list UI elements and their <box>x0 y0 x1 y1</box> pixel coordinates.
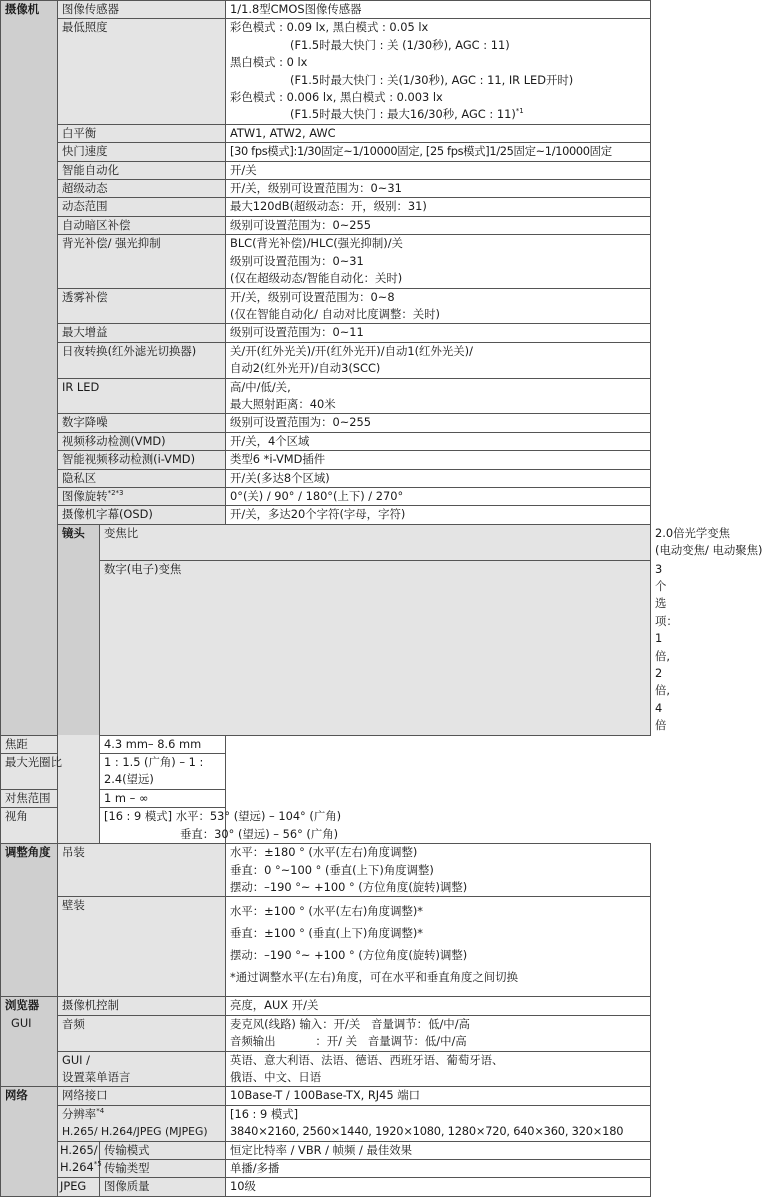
value-res <box>226 1105 651 1141</box>
section-browser-line1: 浏览器 <box>5 998 40 1013</box>
min-illum-line: 黑白模式 : 0 lx <box>230 55 308 70</box>
value-blc <box>226 235 651 288</box>
label-rotate <box>58 487 226 505</box>
section-camera: 摄像机 <box>1 1 58 736</box>
value-osd: 开/关，多达20个字符(字母，字符) <box>226 506 651 524</box>
label-aperture: 最大光圈比 <box>1 754 100 790</box>
value-auto: 开/关 <box>226 161 651 179</box>
label-ceiling: 吊装 <box>58 844 226 897</box>
row-min-illum <box>1 19 651 124</box>
res-label-line: H.265/ H.264/JPEG (MJPEG) <box>62 1125 208 1139</box>
value-iface: 10Base-T / 100Base-TX, RJ45 端口 <box>226 1087 651 1105</box>
row-gain <box>1 324 651 342</box>
row-dnr <box>1 414 651 432</box>
label-dark: 自动暗区补偿 <box>58 216 226 234</box>
row-iface <box>1 1087 651 1105</box>
section-lens: 镜头 <box>58 524 100 843</box>
label-min-illum: 最低照度 <box>58 19 226 124</box>
wall-line: 摆动：–190 °~ +100 ° (方位角度(旋转)调整) <box>230 948 468 963</box>
label-drange: 动态范围 <box>58 198 226 216</box>
wall-line: *通过调整水平(左右)角度，可在水平和垂直角度之间切换 <box>230 970 518 985</box>
label-focal: 焦距 <box>1 735 100 753</box>
label-daynight: 日夜转换(红外滤光切换器) <box>58 342 226 378</box>
section-network: 网络 <box>1 1087 58 1196</box>
row-wall <box>1 897 651 997</box>
irled-line: 高/中/低/关, <box>230 379 291 394</box>
angle-line: [16 : 9 模式] 水平：53° (望远) – 104° (广角) <box>104 809 342 824</box>
row-jpeg <box>1 1178 651 1196</box>
label-dzoom: 数字(电子)变焦 <box>100 560 651 735</box>
value-vmd: 开/关，4个区域 <box>226 432 651 450</box>
value-superd: 开/关，级别可设置范围为：0~31 <box>226 180 651 198</box>
value-rotate: 0°(关) / 90° / 180°(上下) / 270° <box>226 487 651 505</box>
codec-text: H.264 <box>60 1159 94 1174</box>
value-privacy: 开/关(多达8个区域) <box>226 469 651 487</box>
blc-line: (仅在超级动态/智能自动化：关时) <box>230 271 403 286</box>
wall-line: 水平：±100 ° (水平(左右)角度调整)* <box>230 904 423 919</box>
value-dnr: 级别可设置范围为：0~255 <box>226 414 651 432</box>
lang-line: 俄语、中文、日语 <box>230 1069 322 1084</box>
label-ivmd: 智能视频移动检测(i-VMD) <box>58 451 226 469</box>
label-auto: 智能自动化 <box>58 161 226 179</box>
irled-line: 最大照射距离：40米 <box>230 396 336 411</box>
blc-line: 级别可设置范围为：0~31 <box>230 253 364 268</box>
value-shutter: [30 fps模式]:1/30固定~1/10000固定, [25 fps模式]1/25固定~1/10000固定 <box>226 143 651 161</box>
row-focus <box>1 789 651 807</box>
label-fog: 透雾补偿 <box>58 288 226 324</box>
label-focus: 对焦范围 <box>1 789 100 807</box>
row-res <box>1 1105 651 1141</box>
value-focus: 1 m – ∞ <box>100 789 226 807</box>
row-ceiling <box>1 844 651 897</box>
label-lang <box>58 1051 226 1087</box>
codec-jpeg-cell: JPEG <box>58 1178 100 1196</box>
row-privacy <box>1 469 651 487</box>
row-shutter <box>1 143 651 161</box>
min-illum-line: 彩色模式 : 0.006 lx, 黑白模式 : 0.003 lx <box>230 90 443 105</box>
section-adjust: 调整角度 <box>1 844 58 997</box>
value-wb: ATW1, ATW2, AWC <box>226 124 651 142</box>
footnote-mark: *5 <box>93 1159 102 1168</box>
row-lang <box>1 1051 651 1087</box>
value-lang <box>226 1051 651 1087</box>
value-audio <box>226 1015 651 1051</box>
label-gain: 最大增益 <box>58 324 226 342</box>
codec-h265-cell <box>58 1141 100 1178</box>
value-control: 亮度，AUX 开/关 <box>226 997 651 1015</box>
ceiling-line: 水平：±180 ° (水平(左右)角度调整) <box>230 845 418 860</box>
min-illum-line: (F1.5时最大快门 : 关(1/30秒), AGC : 11, IR LED开时) <box>290 72 574 87</box>
min-illum-text: (F1.5时最大快门 : 最大16/30秒, AGC : 11) <box>290 107 516 122</box>
value-jpeg: 10级 <box>226 1178 651 1196</box>
footnote-mark: *2*3 <box>107 488 124 497</box>
row-sensor <box>1 1 651 19</box>
label-wb: 白平衡 <box>58 124 226 142</box>
lang-line: 英语、意大利语、法语、德语、西班牙语、葡萄牙语、 <box>230 1052 504 1067</box>
row-auto <box>1 161 651 179</box>
label-control: 摄像机控制 <box>58 997 226 1015</box>
row-aperture <box>1 754 651 790</box>
wall-line: 垂直：±100 ° (垂直(上下)角度调整)* <box>230 926 423 941</box>
row-drange <box>1 198 651 216</box>
row-vmd <box>1 432 651 450</box>
row-wb <box>1 124 651 142</box>
value-aperture: 1 : 1.5 (广角) – 1 : 2.4(望远) <box>100 754 226 790</box>
value-ttype: 单播/多播 <box>226 1159 651 1177</box>
label-wall: 壁装 <box>58 897 226 997</box>
value-daynight <box>226 342 651 378</box>
row-angle <box>1 808 651 844</box>
lang-label-line: GUI / <box>62 1052 90 1067</box>
value-drange: 最大120dB(超级动态：开，级别：31) <box>226 198 651 216</box>
row-dark <box>1 216 651 234</box>
audio-line: 麦克风(线路) 输入：开/关 音量调节：低/中/高 <box>230 1016 470 1031</box>
lang-label-line: 设置菜单语言 <box>62 1069 131 1084</box>
label-tmode: 传输模式 <box>100 1141 226 1159</box>
label-sensor: 图像传感器 <box>58 1 226 19</box>
value-dark: 级别可设置范围为：0~255 <box>226 216 651 234</box>
value-fog <box>226 288 651 324</box>
value-sensor: 1/1.8型CMOS图像传感器 <box>226 1 651 19</box>
rotate-label-text: 图像旋转 <box>62 488 108 503</box>
value-focal: 4.3 mm– 8.6 mm <box>100 735 226 753</box>
row-rotate <box>1 487 651 505</box>
label-ttype: 传输类型 <box>100 1159 226 1177</box>
label-vmd: 视频移动检测(VMD) <box>58 432 226 450</box>
label-angle: 视角 <box>1 808 100 844</box>
label-res <box>58 1105 226 1141</box>
row-zoom: 镜头 变焦比 2.0倍光学变焦 (电动变焦/ 电动聚焦) <box>1 524 651 560</box>
label-audio: 音频 <box>58 1015 226 1051</box>
label-superd: 超级动态 <box>58 180 226 198</box>
label-privacy: 隐私区 <box>58 469 226 487</box>
label-iface: 网络接口 <box>58 1087 226 1105</box>
footnote-mark: *4 <box>96 1106 105 1115</box>
ceiling-line: 垂直：0 °~100 ° (垂直(上下)角度调整) <box>230 862 434 877</box>
ceiling-line: 摆动：–190 °~ +100 ° (方位角度(旋转)调整) <box>230 879 468 894</box>
label-osd: 摄像机字幕(OSD) <box>58 506 226 524</box>
row-superd <box>1 180 651 198</box>
value-irled <box>226 378 651 414</box>
row-ivmd <box>1 451 651 469</box>
row-irled <box>1 378 651 414</box>
blc-line: BLC(背光补偿)/HLC(强光抑制)/关 <box>230 236 403 251</box>
label-dnr: 数字降噪 <box>58 414 226 432</box>
value-tmode: 恒定比特率 / VBR / 帧频 / 最佳效果 <box>226 1141 651 1159</box>
row-audio <box>1 1015 651 1051</box>
section-browser-line2: GUI <box>11 1015 32 1030</box>
row-blc <box>1 235 651 288</box>
value-min-illum <box>226 19 651 124</box>
min-illum-line: (F1.5时最大快门 : 关 (1/30秒), AGC : 11) <box>290 37 510 52</box>
label-shutter: 快门速度 <box>58 143 226 161</box>
row-focal <box>1 735 651 753</box>
section-browser <box>1 997 58 1087</box>
daynight-line: 自动2(红外光开)/自动3(SCC) <box>230 361 381 376</box>
row-control <box>1 997 651 1015</box>
audio-line: 音频输出 ：开/ 关 音量调节：低/中/高 <box>230 1034 467 1049</box>
label-zoom: 变焦比 <box>100 524 651 560</box>
label-jpeg: 图像质量 <box>100 1178 226 1196</box>
res-line: 3840×2160, 2560×1440, 1920×1080, 1280×720, 640×360, 320×180 <box>230 1124 624 1139</box>
row-tmode <box>1 1141 651 1159</box>
fog-line: 开/关，级别可设置范围为：0~8 <box>230 289 395 304</box>
footnote-mark: *1 <box>515 107 524 116</box>
min-illum-line: 彩色模式 : 0.09 lx, 黑白模式 : 0.05 lx <box>230 20 429 35</box>
value-ivmd: 类型6 *i-VMD插件 <box>226 451 651 469</box>
row-osd <box>1 506 651 524</box>
value-angle <box>100 808 342 844</box>
codec-line: H.265/ <box>60 1142 98 1157</box>
res-line: [16 : 9 模式] <box>230 1106 299 1121</box>
value-gain: 级别可设置范围为：0~11 <box>226 324 651 342</box>
fog-line: (仅在智能自动化/ 自动对比度调整：关时) <box>230 306 440 321</box>
daynight-line: 关/开(红外光关)/开(红外光开)/自动1(红外光关)/ <box>230 343 473 358</box>
label-blc: 背光补偿/ 强光抑制 <box>58 235 226 288</box>
row-daynight <box>1 342 651 378</box>
value-ceiling <box>226 844 651 897</box>
min-illum-line <box>230 106 646 123</box>
angle-line: 垂直：30° (望远) – 56° (广角) <box>180 826 339 841</box>
row-dzoom: 数字(电子)变焦 3个选项：1倍, 2倍, 4倍 <box>1 560 651 735</box>
row-fog <box>1 288 651 324</box>
value-wall <box>226 897 651 997</box>
res-label-text: 分辨率 <box>62 1106 97 1121</box>
label-irled: IR LED <box>58 378 226 414</box>
